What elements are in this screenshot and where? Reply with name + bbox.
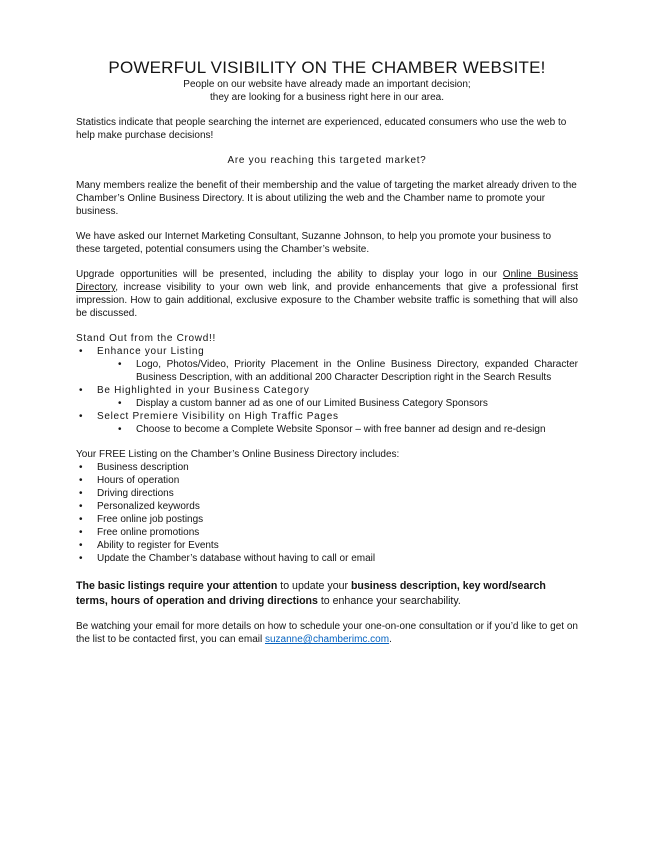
- basic-listings-paragraph: [76, 579, 578, 608]
- list-item: • Enhance your Listing: [76, 345, 578, 358]
- closing-text-post: .: [389, 634, 392, 645]
- list-item: • Display a custom banner ad as one of our Limited Business Category Sponsors: [76, 397, 578, 410]
- free-listing-list: [76, 461, 578, 565]
- basic-regular-2: to enhance your searchability.: [317, 594, 461, 607]
- subtitle-line-1: People on our website have already made an important decision;: [183, 79, 471, 90]
- email-link[interactable]: suzanne@chamberimc.com: [264, 634, 390, 645]
- closing-text-pre: Be watching your email for more details on how to schedule your one-on-one consultation or if you’d like to get on the list to be contacted first, you can email: [76, 621, 578, 645]
- list-item: • Free online promotions: [76, 526, 578, 539]
- free-listing-heading: Your FREE Listing on the Chamber’s Online Business Directory includes:: [76, 449, 400, 460]
- membership-paragraph: Many members realize the benefit of their membership and the value of targeting the market already driven to the Chamber’s Online Business Directory. It is about utilizing the web and the Chamber name to promote your business.: [76, 180, 577, 217]
- list-item: • Logo, Photos/Video, Priority Placement in the Online Business Directory, expanded Character Business Description, with an additional 200 Character Description right in the Search Results: [76, 358, 578, 384]
- basic-regular-1: to update your: [277, 580, 351, 592]
- online-business-directory-underlined: Online Business Directory: [76, 269, 578, 293]
- list-item: • Choose to become a Complete Website Sponsor – with free banner ad design and re-design: [76, 423, 578, 436]
- question-line: Are you reaching this targeted market?: [227, 155, 427, 166]
- list-item: • Personalized keywords: [76, 500, 578, 513]
- standout-list: [76, 345, 578, 436]
- subtitle-line-2: they are looking for a business right here in our area.: [209, 92, 445, 103]
- list-item: • Select Premiere Visibility on High Traffic Pages: [76, 410, 578, 423]
- stand-out-heading: Stand Out from the Crowd!!: [76, 333, 216, 344]
- page-title: POWERFUL VISIBILITY ON THE CHAMBER WEBSITE!: [108, 58, 546, 77]
- list-item: • Be Highlighted in your Business Category: [76, 384, 578, 397]
- statistics-paragraph: Statistics indicate that people searching the internet are experienced, educated consumers who use the web to help make purchase decisions!: [76, 117, 567, 141]
- list-item: • Business description: [76, 461, 578, 474]
- basic-bold-2: business description, key word/search terms, hours of operation and driving directions: [76, 580, 546, 607]
- list-item: • Driving directions: [76, 487, 578, 500]
- list-item: • Hours of operation: [76, 474, 578, 487]
- consultant-paragraph: We have asked our Internet Marketing Consultant, Suzanne Johnson, to help you promote your business to these targeted, potential consumers using the Chamber’s website.: [76, 231, 552, 255]
- basic-bold-1: The basic listings require your attention: [76, 580, 278, 592]
- upgrade-text-pre: Upgrade opportunities will be presented, including the ability to display your logo in our: [76, 269, 503, 280]
- upgrade-paragraph: [76, 268, 578, 320]
- list-item: • Ability to register for Events: [76, 539, 578, 552]
- upgrade-text-post: , increase visibility to your own web link, and provide enhancements that give a professional first impression. How to gain additional, exclusive exposure to the Chamber website traffic is something that will also be discussed.: [76, 282, 578, 319]
- list-item: • Update the Chamber’s database without having to call or email: [76, 552, 578, 565]
- closing-paragraph: [76, 620, 578, 646]
- list-item: • Free online job postings: [76, 513, 578, 526]
